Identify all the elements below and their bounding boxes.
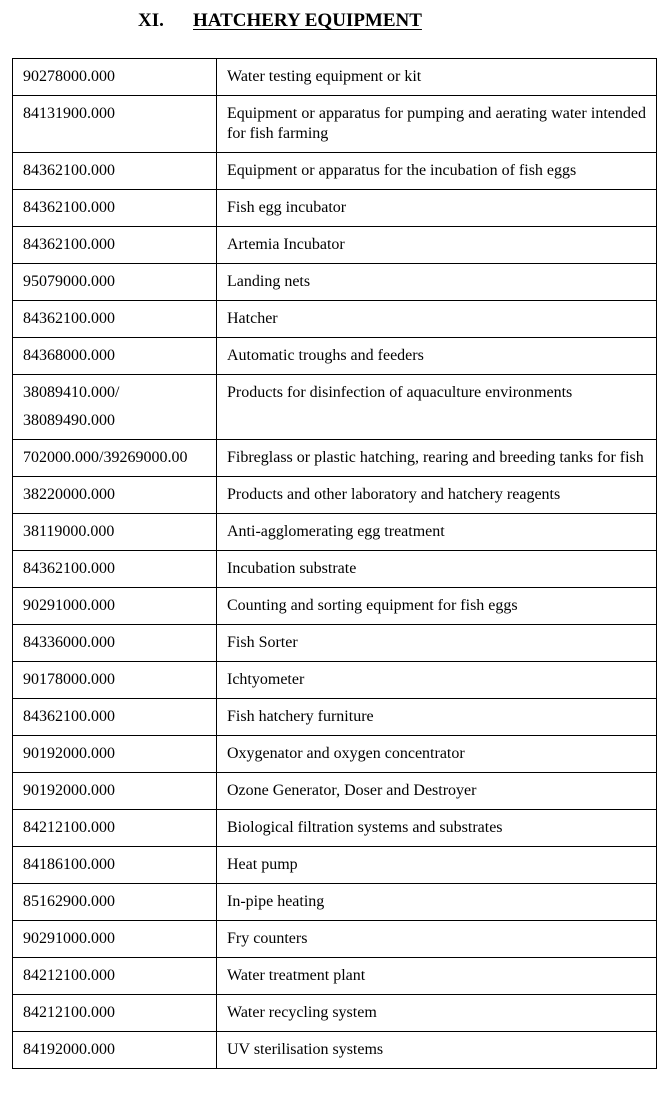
table-row xyxy=(13,588,657,625)
table-row xyxy=(13,338,657,375)
equipment-description: Fry counters xyxy=(217,921,657,958)
hs-code-cell xyxy=(13,921,217,958)
equipment-description: Ichtyometer xyxy=(217,662,657,699)
hs-code: 84362100.000 xyxy=(23,162,115,179)
equipment-description: Fish egg incubator xyxy=(217,190,657,227)
table-row xyxy=(13,477,657,514)
hs-code: 84362100.000 xyxy=(23,236,115,253)
hs-code: 84362100.000 xyxy=(23,560,115,577)
hs-code-cell xyxy=(13,1032,217,1069)
equipment-table xyxy=(12,58,657,1069)
table-row xyxy=(13,625,657,662)
hs-code-cell xyxy=(13,773,217,810)
hs-code-cell xyxy=(13,59,217,96)
hs-code-cell xyxy=(13,699,217,736)
hs-code: 90291000.000 xyxy=(23,597,115,614)
table-row xyxy=(13,1032,657,1069)
equipment-description: Products for disinfection of aquaculture environments xyxy=(217,375,657,440)
equipment-description: Oxygenator and oxygen concentrator xyxy=(217,736,657,773)
equipment-description: Heat pump xyxy=(217,847,657,884)
equipment-description: Water treatment plant xyxy=(217,958,657,995)
hs-code-cell xyxy=(13,153,217,190)
hs-code: 84186100.000 xyxy=(23,856,115,873)
hs-code: 84212100.000 xyxy=(23,1004,115,1021)
table-row xyxy=(13,995,657,1032)
hs-code: 90291000.000 xyxy=(23,930,115,947)
hs-code-cell xyxy=(13,995,217,1032)
hs-code: 84212100.000 xyxy=(23,967,115,984)
table-row xyxy=(13,375,657,440)
equipment-description: Equipment or apparatus for pumping and aerating water intended for fish farming xyxy=(217,96,657,153)
equipment-description: Artemia Incubator xyxy=(217,227,657,264)
equipment-description: Automatic troughs and feeders xyxy=(217,338,657,375)
section-title: HATCHERY EQUIPMENT xyxy=(193,10,422,31)
table-row xyxy=(13,153,657,190)
hs-code: 38119000.000 xyxy=(23,523,115,540)
equipment-description: Fibreglass or plastic hatching, rearing and breeding tanks for fish xyxy=(217,440,657,477)
hs-code: 84131900.000 xyxy=(23,105,115,122)
hs-code-cell xyxy=(13,810,217,847)
table-row xyxy=(13,773,657,810)
equipment-description: UV sterilisation systems xyxy=(217,1032,657,1069)
table-row xyxy=(13,736,657,773)
hs-code: 85162900.000 xyxy=(23,893,115,910)
equipment-description: Ozone Generator, Doser and Destroyer xyxy=(217,773,657,810)
equipment-description: Water testing equipment or kit xyxy=(217,59,657,96)
table-row xyxy=(13,96,657,153)
table-row xyxy=(13,59,657,96)
equipment-description: Anti-agglomerating egg treatment xyxy=(217,514,657,551)
equipment-description: Fish hatchery furniture xyxy=(217,699,657,736)
hs-code: 90178000.000 xyxy=(23,671,115,688)
hs-code: 702000.000/39269000.00 xyxy=(23,449,188,466)
table-row xyxy=(13,958,657,995)
hs-code: 90192000.000 xyxy=(23,745,115,762)
hs-code-cell xyxy=(13,588,217,625)
hs-code-cell xyxy=(13,514,217,551)
equipment-description: Water recycling system xyxy=(217,995,657,1032)
hs-code-cell xyxy=(13,847,217,884)
table-row xyxy=(13,440,657,477)
table-row xyxy=(13,514,657,551)
table-row xyxy=(13,301,657,338)
hs-code: 84368000.000 xyxy=(23,347,115,364)
equipment-description: Landing nets xyxy=(217,264,657,301)
hs-code-cell xyxy=(13,375,217,440)
hs-code: 84362100.000 xyxy=(23,199,115,216)
hs-code-cell xyxy=(13,227,217,264)
hs-code-cell xyxy=(13,301,217,338)
table-row xyxy=(13,227,657,264)
hs-code: 90192000.000 xyxy=(23,782,115,799)
table-row xyxy=(13,810,657,847)
hs-code-cell xyxy=(13,662,217,699)
equipment-description: Counting and sorting equipment for fish eggs xyxy=(217,588,657,625)
hs-code-continued: 38089490.000 xyxy=(23,412,115,429)
hs-code-cell xyxy=(13,551,217,588)
hs-code: 95079000.000 xyxy=(23,273,115,290)
table-row xyxy=(13,190,657,227)
hs-code-cell xyxy=(13,477,217,514)
hs-code-cell xyxy=(13,190,217,227)
hs-code: 84362100.000 xyxy=(23,310,115,327)
equipment-description: Products and other laboratory and hatchery reagents xyxy=(217,477,657,514)
section-heading xyxy=(0,10,661,38)
section-number: XI. xyxy=(138,10,164,31)
hs-code-cell xyxy=(13,264,217,301)
table-row xyxy=(13,264,657,301)
table-row xyxy=(13,699,657,736)
equipment-description: Hatcher xyxy=(217,301,657,338)
hs-code-cell xyxy=(13,884,217,921)
table-row xyxy=(13,551,657,588)
hs-code-cell xyxy=(13,440,217,477)
hs-code-cell xyxy=(13,96,217,153)
equipment-description: Incubation substrate xyxy=(217,551,657,588)
equipment-description: Fish Sorter xyxy=(217,625,657,662)
hs-code: 38089410.000/ xyxy=(23,384,120,401)
hs-code: 84212100.000 xyxy=(23,819,115,836)
hs-code: 38220000.000 xyxy=(23,486,115,503)
hs-code: 84192000.000 xyxy=(23,1041,115,1058)
hs-code-cell xyxy=(13,338,217,375)
table-row xyxy=(13,662,657,699)
hs-code: 84336000.000 xyxy=(23,634,115,651)
hs-code: 84362100.000 xyxy=(23,708,115,725)
equipment-description: Equipment or apparatus for the incubation of fish eggs xyxy=(217,153,657,190)
table-body xyxy=(13,59,657,1069)
hs-code-cell xyxy=(13,736,217,773)
table-row xyxy=(13,884,657,921)
hs-code-cell xyxy=(13,958,217,995)
hs-code: 90278000.000 xyxy=(23,68,115,85)
equipment-description: Biological filtration systems and substrates xyxy=(217,810,657,847)
table-row xyxy=(13,847,657,884)
table-row xyxy=(13,921,657,958)
hs-code-cell xyxy=(13,625,217,662)
equipment-description: In-pipe heating xyxy=(217,884,657,921)
